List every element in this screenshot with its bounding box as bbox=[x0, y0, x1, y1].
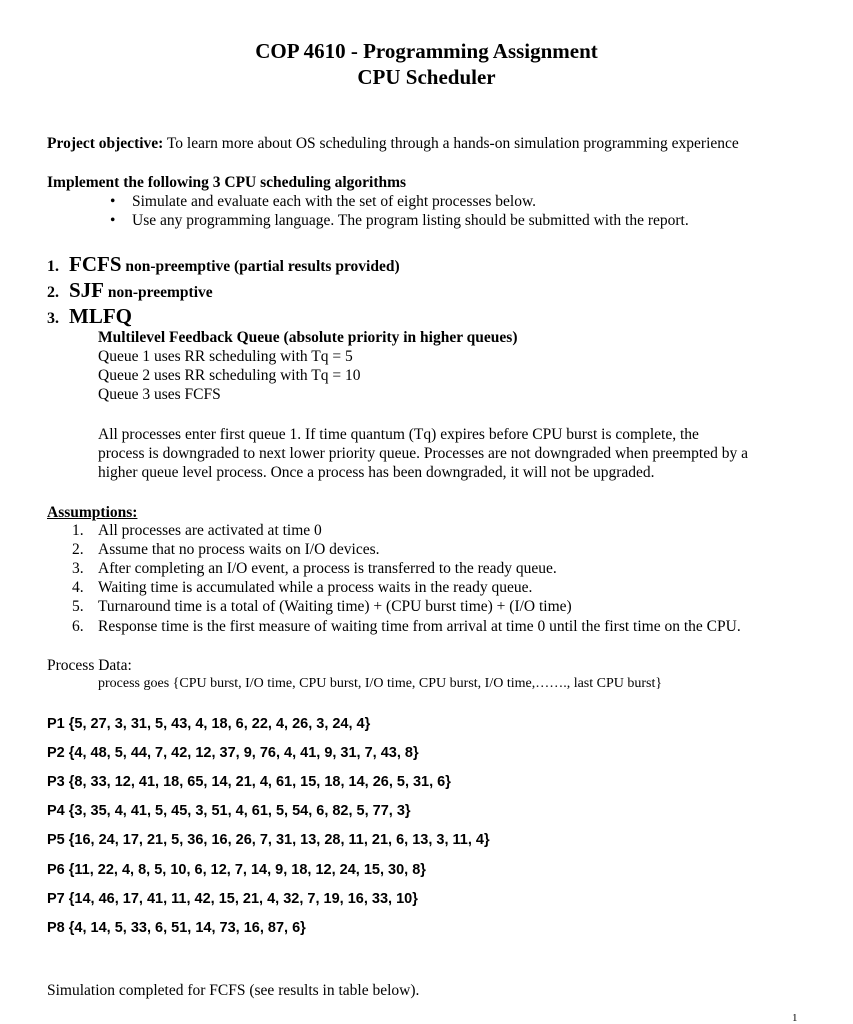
objective-label: Project objective: bbox=[47, 135, 164, 152]
process-row: P3 {8, 33, 12, 41, 18, 65, 14, 21, 4, 61, 15, 18, 14, 26, 5, 31, 6} bbox=[47, 774, 451, 790]
process-row: P4 {3, 35, 4, 41, 5, 45, 3, 51, 4, 61, 5, 54, 6, 82, 5, 77, 3} bbox=[47, 803, 411, 819]
algorithm-item: 3. MLFQ bbox=[47, 304, 132, 328]
assumption-item: 1. All processes are activated at time 0 bbox=[72, 522, 322, 539]
algorithm-name: FCFS bbox=[69, 252, 122, 276]
project-objective bbox=[47, 134, 739, 153]
mlfq-queue: Queue 2 uses RR scheduling with Tq = 10 bbox=[98, 367, 361, 384]
algorithm-desc: non-preemptive bbox=[104, 284, 213, 301]
process-data-label: Process Data: bbox=[47, 657, 132, 674]
page-subtitle: CPU Scheduler bbox=[357, 65, 496, 89]
page-title: COP 4610 - Programming Assignment bbox=[255, 39, 598, 63]
assumption-item: 3. After completing an I/O event, a process is transferred to the ready queue. bbox=[72, 560, 557, 577]
mlfq-desc: All processes enter first queue 1. If time quantum (Tq) expires before CPU burst is complete, the bbox=[98, 426, 699, 443]
algorithm-name: MLFQ bbox=[69, 304, 132, 328]
bullet-icon: • bbox=[110, 212, 116, 229]
process-row: P1 {5, 27, 3, 31, 5, 43, 4, 18, 6, 22, 4, 26, 3, 24, 4} bbox=[47, 716, 371, 732]
implement-heading: Implement the following 3 CPU scheduling algorithms bbox=[47, 174, 407, 191]
process-row: P7 {14, 46, 17, 41, 11, 42, 15, 21, 4, 32, 7, 19, 16, 33, 10} bbox=[47, 891, 418, 907]
page-number: 1 bbox=[792, 1012, 798, 1024]
algorithm-name: SJF bbox=[69, 278, 105, 302]
footer-text: Simulation completed for FCFS (see results in table below). bbox=[47, 982, 420, 999]
bullet-icon: • bbox=[110, 193, 116, 210]
assumptions-heading: Assumptions: bbox=[47, 504, 138, 521]
process-row: P6 {11, 22, 4, 8, 5, 10, 6, 12, 7, 14, 9, 18, 12, 24, 15, 30, 8} bbox=[47, 862, 426, 878]
algorithm-item: 1. FCFS non-preemptive (partial results provided) bbox=[47, 252, 400, 276]
mlfq-desc: higher queue level process. Once a process has been downgraded, it will not be upgraded. bbox=[98, 464, 655, 481]
objective-text: To learn more about OS scheduling through a hands-on simulation programming experience bbox=[163, 135, 739, 152]
assumption-item: 2. Assume that no process waits on I/O devices. bbox=[72, 541, 380, 558]
assumption-item: 6. Response time is the first measure of waiting time from arrival at time 0 until the first time on the CPU. bbox=[72, 618, 741, 635]
assumption-item: 4. Waiting time is accumulated while a process waits in the ready queue. bbox=[72, 579, 533, 596]
process-data-desc: process goes {CPU burst, I/O time, CPU burst, I/O time, CPU burst, I/O time,……., last CPU burst} bbox=[98, 676, 663, 691]
mlfq-queue: Queue 3 uses FCFS bbox=[98, 386, 221, 403]
mlfq-queue: Queue 1 uses RR scheduling with Tq = 5 bbox=[98, 348, 353, 365]
process-row: P2 {4, 48, 5, 44, 7, 42, 12, 37, 9, 76, 4, 41, 9, 31, 7, 43, 8} bbox=[47, 745, 419, 761]
mlfq-heading: Multilevel Feedback Queue (absolute priority in higher queues) bbox=[98, 329, 518, 346]
algorithm-desc: non-preemptive (partial results provided) bbox=[121, 258, 400, 275]
process-row: P8 {4, 14, 5, 33, 6, 51, 14, 73, 16, 87, 6} bbox=[47, 920, 306, 936]
mlfq-desc: process is downgraded to next lower priority queue. Processes are not downgraded when preempted by a bbox=[98, 445, 748, 462]
assumption-item: 5. Turnaround time is a total of (Waiting time) + (CPU burst time) + (I/O time) bbox=[72, 598, 572, 615]
process-row: P5 {16, 24, 17, 21, 5, 36, 16, 26, 7, 31, 13, 28, 11, 21, 6, 13, 3, 11, 4} bbox=[47, 832, 490, 848]
algorithm-item: 2. SJF non-preemptive bbox=[47, 278, 213, 302]
